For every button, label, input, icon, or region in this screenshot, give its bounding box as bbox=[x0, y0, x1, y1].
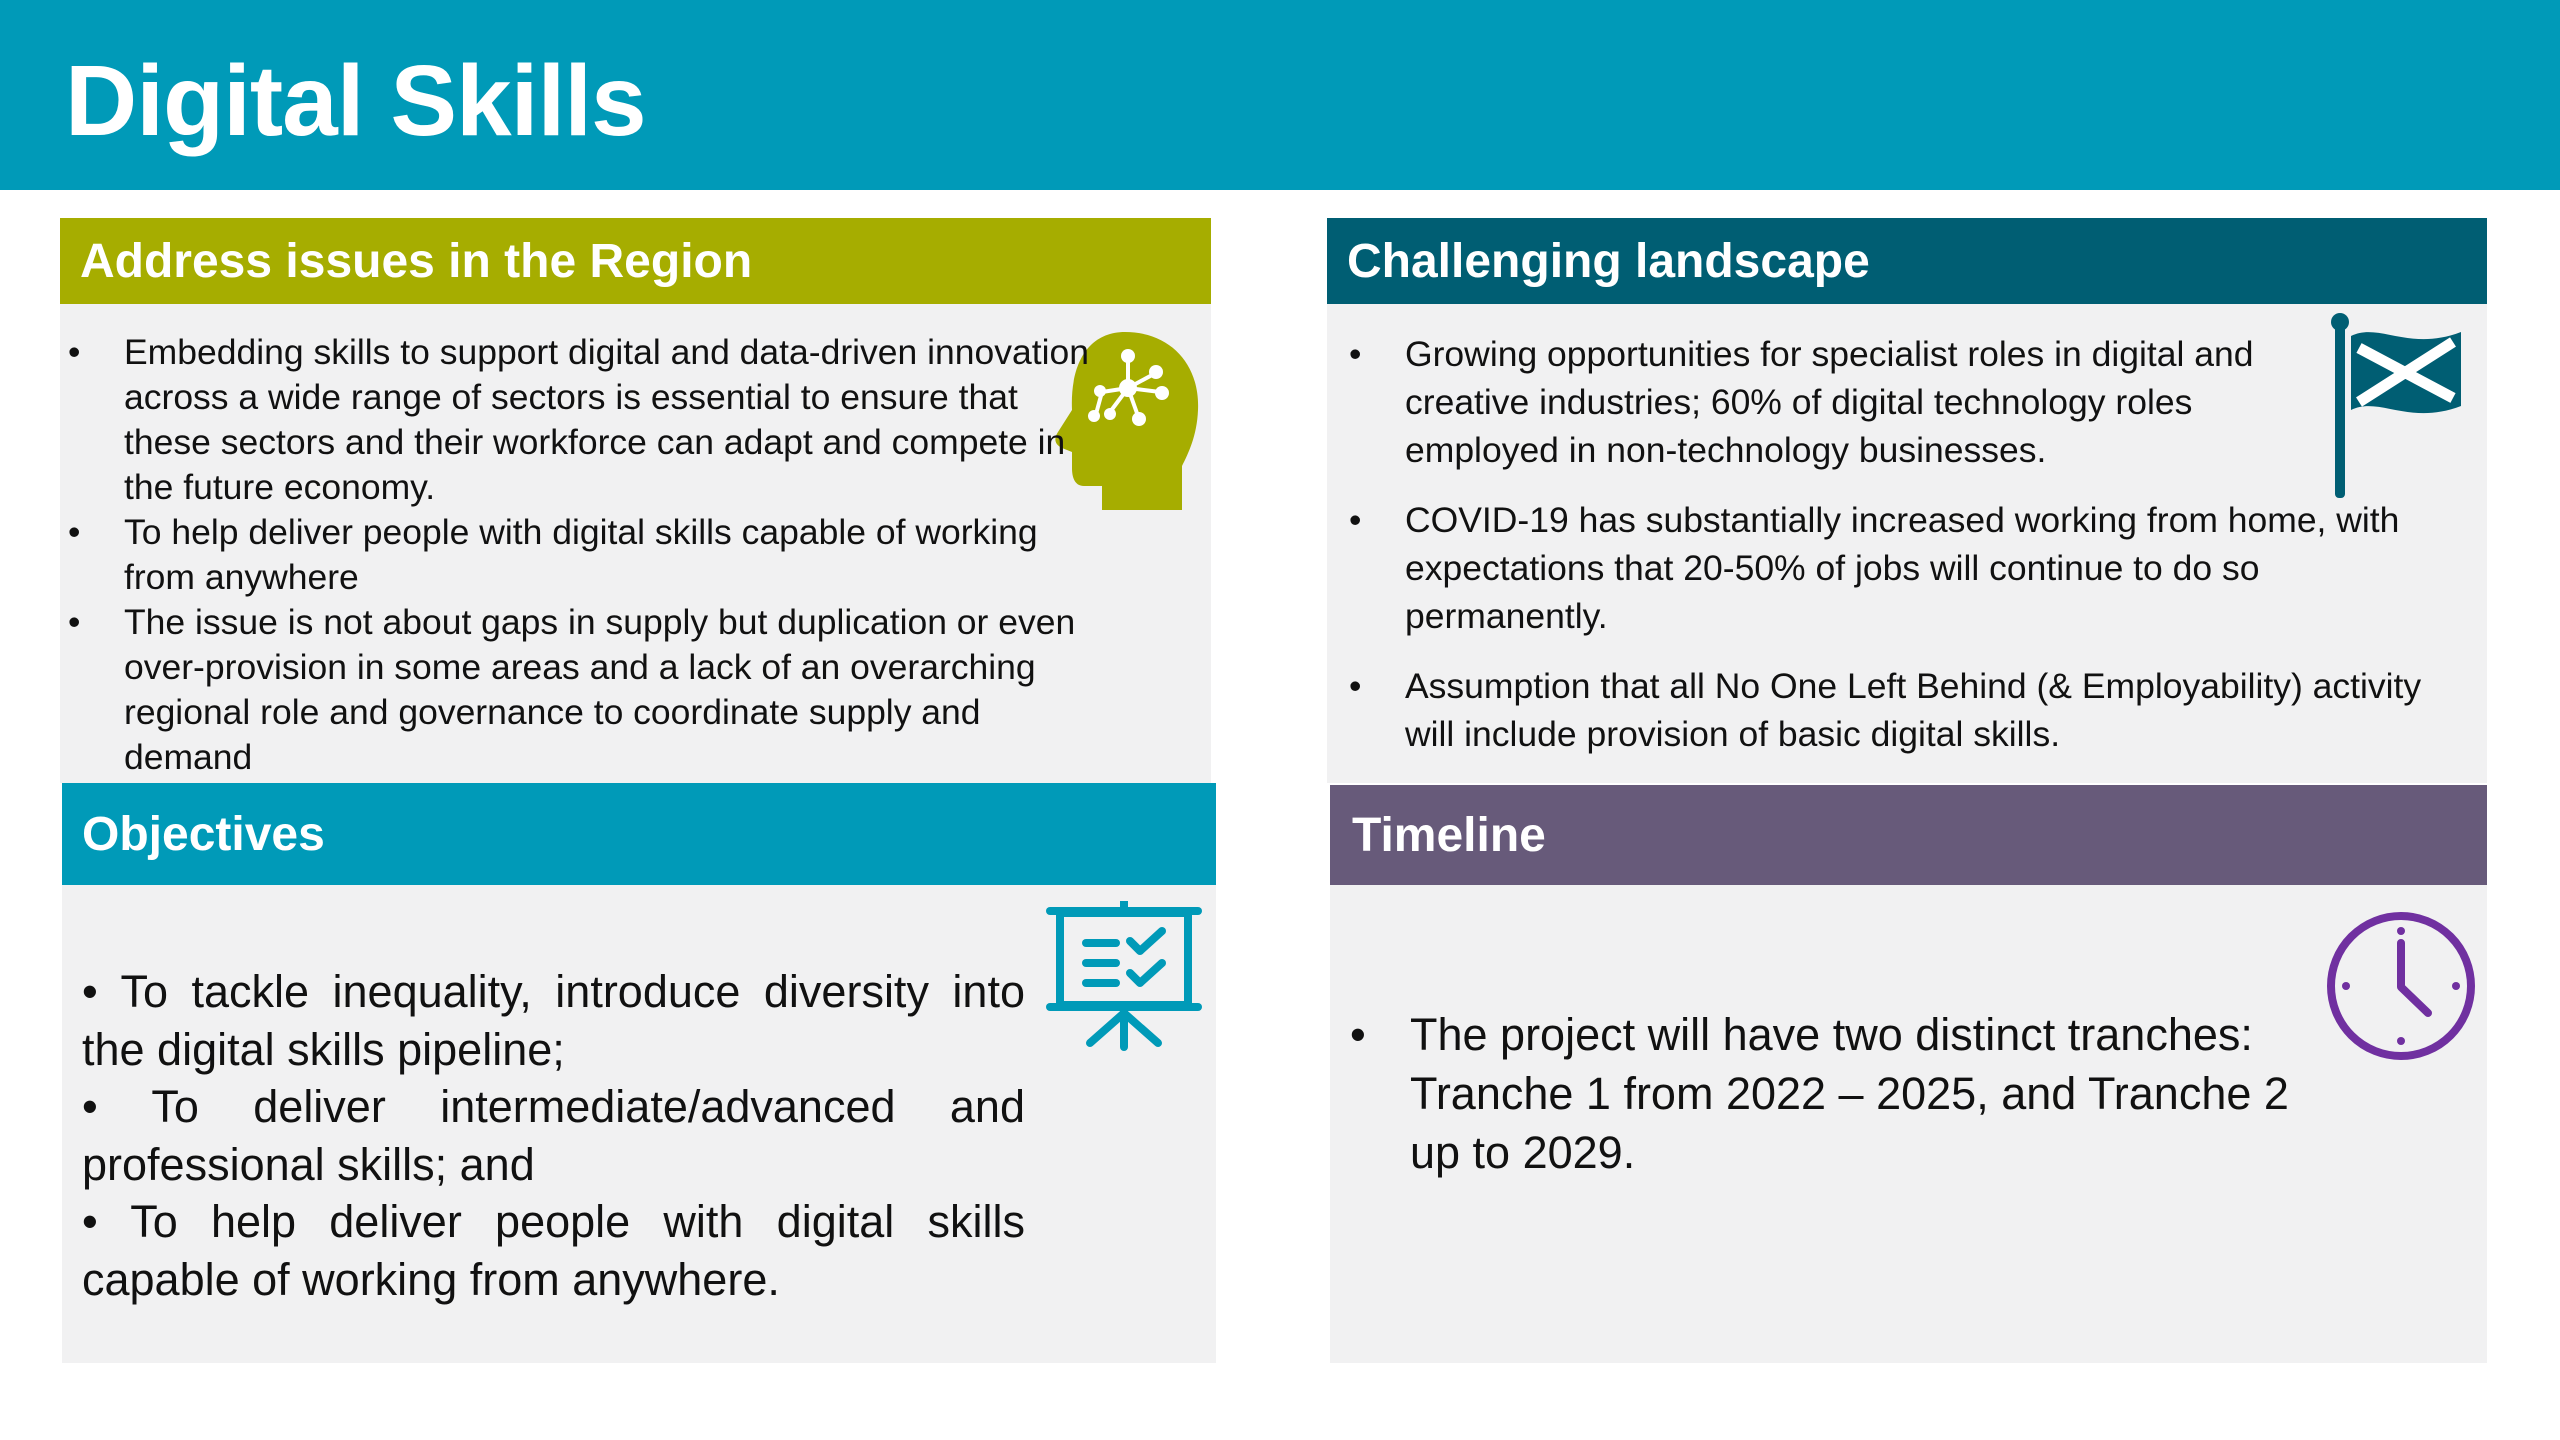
bullet-text: COVID-19 has substantially increased working from home, with expectations that 20-50% of jobs will continue to do so permanently. bbox=[1405, 500, 2400, 636]
list-item bbox=[68, 510, 1114, 600]
bullet-dot: • bbox=[1350, 1009, 1366, 1060]
list-item bbox=[1349, 496, 2425, 640]
list-item bbox=[1349, 330, 2355, 474]
bullet-dot: • bbox=[1349, 334, 1362, 374]
bullet-text: To help deliver people with digital skills capable of working from anywhere bbox=[124, 512, 1038, 597]
list-item bbox=[68, 600, 1114, 780]
objective-text: To help deliver people with digital skills capable of working from anywhere. bbox=[82, 1196, 1025, 1305]
timeline-heading-text: Timeline bbox=[1352, 808, 1546, 862]
bullet-dot: • bbox=[68, 602, 81, 642]
bullet-dot: • bbox=[1349, 500, 1362, 540]
list-item bbox=[82, 1193, 1025, 1308]
bullet-dot: • bbox=[82, 1081, 98, 1132]
timeline-text: The project will have two distinct tranches: Tranche 1 from 2022 – 2025, and Tranche 2 up to 2029. bbox=[1410, 1009, 2289, 1178]
bullet-dot: • bbox=[1349, 666, 1362, 706]
bullet-text: The issue is not about gaps in supply but duplication or even over-provision in some areas and a lack of an overarching regional role and governance to coordinate supply and demand bbox=[124, 602, 1076, 777]
timeline-bullet-list bbox=[1350, 1005, 2310, 1182]
landscape-heading bbox=[1327, 218, 2487, 304]
bullet-dot: • bbox=[68, 332, 81, 372]
presentation-board-icon bbox=[1046, 901, 1202, 1051]
list-item bbox=[1349, 662, 2425, 758]
timeline-heading bbox=[1330, 785, 2487, 885]
region-bullet-list bbox=[68, 330, 1114, 780]
list-item bbox=[68, 330, 1114, 510]
timeline-panel bbox=[1330, 785, 2487, 1363]
landscape-panel bbox=[1327, 218, 2487, 783]
page-title: Digital Skills bbox=[65, 45, 646, 157]
objectives-heading bbox=[62, 783, 1216, 885]
bullet-text: Assumption that all No One Left Behind (& Employability) activity will include provision of basic digital skills. bbox=[1405, 666, 2422, 754]
objectives-heading-text: Objectives bbox=[82, 807, 325, 861]
clock-icon bbox=[2324, 909, 2478, 1063]
objective-text: To tackle inequality, introduce diversity into the digital skills pipeline; bbox=[82, 966, 1025, 1075]
list-item bbox=[1350, 1005, 2310, 1182]
region-heading bbox=[60, 218, 1211, 304]
bullet-dot: • bbox=[82, 1196, 98, 1247]
landscape-bullet-list bbox=[1349, 330, 2425, 758]
bullet-dot: • bbox=[68, 512, 81, 552]
landscape-heading-text: Challenging landscape bbox=[1347, 234, 1870, 288]
bullet-text: Growing opportunities for specialist roles in digital and creative industries; 60% of digital technology roles employed in non-technology businesses. bbox=[1405, 334, 2254, 470]
bullet-dot: • bbox=[82, 966, 98, 1017]
region-panel bbox=[60, 218, 1211, 783]
region-heading-text: Address issues in the Region bbox=[80, 234, 753, 288]
list-item bbox=[82, 1078, 1025, 1193]
list-item bbox=[82, 963, 1025, 1078]
objective-text: To deliver intermediate/advanced and professional skills; and bbox=[82, 1081, 1025, 1190]
bullet-text: Embedding skills to support digital and data-driven innovation across a wide range of sectors is essential to ensure that these sectors and their workforce can adapt and compete in the future economy. bbox=[124, 332, 1090, 507]
title-bar bbox=[0, 0, 2560, 190]
objectives-panel bbox=[62, 783, 1216, 1363]
objectives-text bbox=[82, 963, 1025, 1308]
